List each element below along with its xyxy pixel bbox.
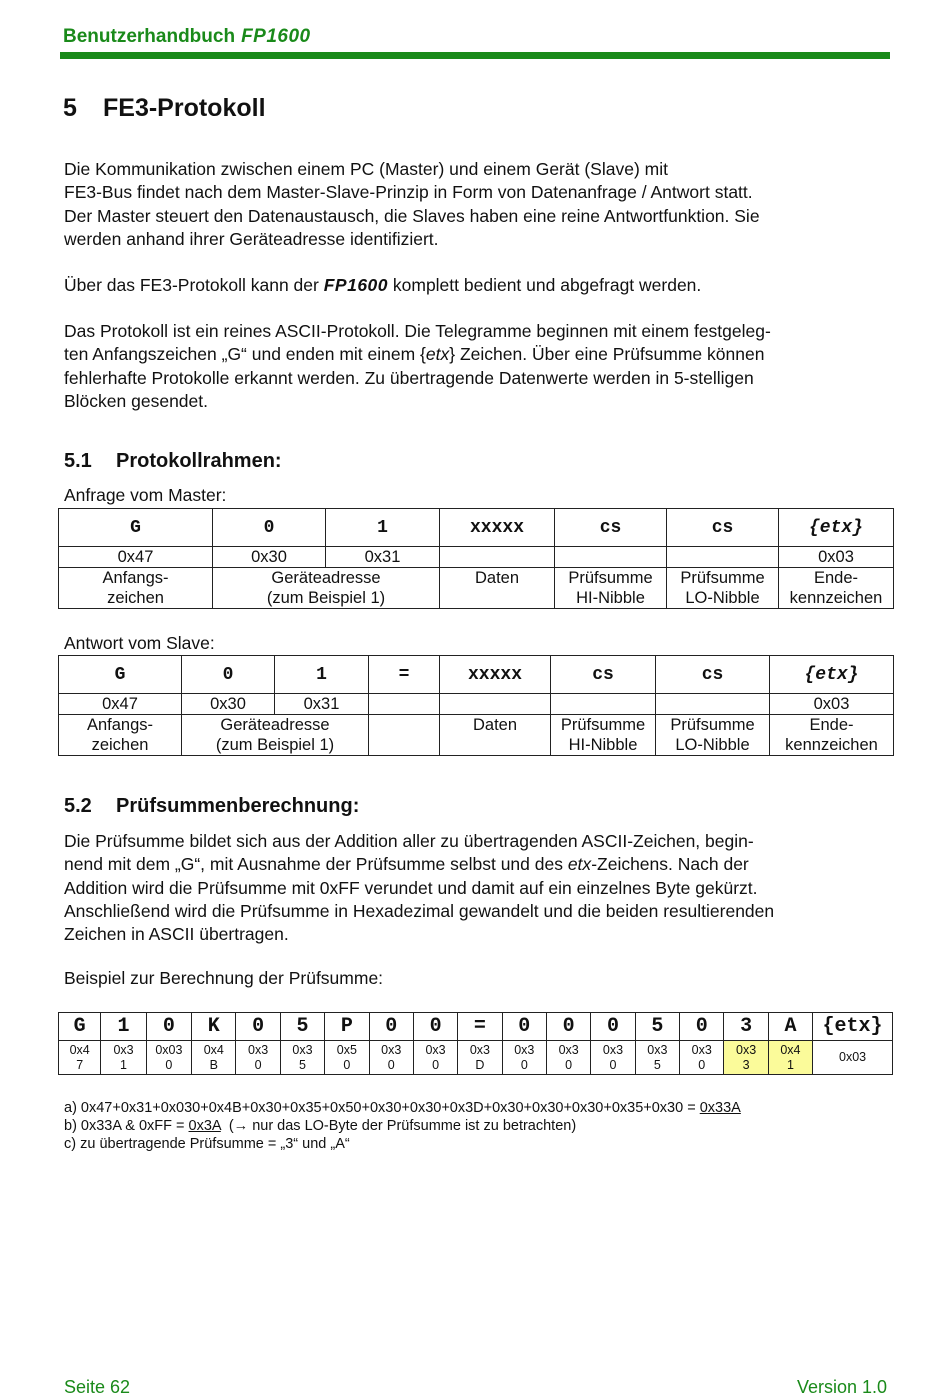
text-line: fehlerhafte Protokolle erkannt werden. Zu übertragende Datenwerte werden in 5-stelligen [64, 367, 754, 388]
checksum-example-table [58, 1012, 893, 1075]
example-symbol-cell: 1 [101, 1013, 146, 1041]
desc-cell: Ende- kennzeichen [770, 715, 894, 756]
hex-high: 0x4 [69, 1042, 90, 1057]
example-symbol-cell: 0 [413, 1013, 457, 1041]
text-span: Über das FE3-Protokoll kann der [64, 275, 324, 295]
text-line: Anschließend wird die Prüfsumme in Hexadezimal gewandelt und die beiden resultierenden [64, 900, 775, 921]
example-symbol-cell: 0 [546, 1013, 590, 1041]
header-title: Benutzerhandbuch [63, 26, 236, 47]
example-label: Beispiel zur Berechnung der Prüfsumme: [64, 968, 384, 988]
example-symbol-cell: P [325, 1013, 369, 1041]
example-hex-cell [236, 1041, 280, 1075]
hex-low: 0 [609, 1057, 617, 1072]
text-line: Addition wird die Prüfsumme mit 0xFF verundet und damit auf ein einzelnes Byte gekürzt. [64, 877, 758, 898]
desc-cell: Geräteadresse (zum Beispiel 1) [182, 715, 369, 756]
example-hex-cell [502, 1041, 546, 1075]
example-symbol-cell: 0 [146, 1013, 191, 1041]
checksum-paragraph [64, 830, 774, 946]
hex-low: 1 [786, 1057, 794, 1072]
hex-cell: 0x47 [59, 694, 182, 715]
text-line: Das Protokoll ist ein reines ASCII-Protokoll. Die Telegramme beginnen mit einem festgeleg- [64, 321, 771, 341]
example-hex-cell [635, 1041, 679, 1075]
hex-cell: 0x31 [275, 694, 369, 715]
header-brand: FP1600 [241, 26, 311, 47]
hex-low: 1 [120, 1057, 127, 1072]
response-label: Antwort vom Slave: [64, 633, 215, 653]
example-hex-cell [458, 1041, 502, 1075]
text-span: b) 0x33A & 0xFF = [64, 1118, 189, 1134]
example-symbol-cell: G [59, 1013, 101, 1041]
example-hex-cell [768, 1041, 812, 1075]
example-symbol-cell: 5 [635, 1013, 679, 1041]
subsection-number: 5.1 [64, 450, 92, 472]
example-symbol-cell: 5 [280, 1013, 324, 1041]
hex-low: 0 [165, 1057, 173, 1072]
desc-cell: Ende- kennzeichen [779, 568, 894, 609]
hex-high: 0x3 [514, 1042, 535, 1057]
text-line: Die Kommunikation zwischen einem PC (Master) und einem Gerät (Slave) mit [64, 159, 668, 179]
hex-cell [551, 694, 656, 715]
example-symbol-cell: 0 [591, 1013, 635, 1041]
symbol-row [59, 656, 894, 694]
hex-low: 0 [387, 1057, 395, 1072]
example-symbol-cell: 0 [369, 1013, 413, 1041]
example-hex-cell [59, 1041, 101, 1075]
hex-cell [440, 547, 555, 568]
example-hex-cell [101, 1041, 146, 1075]
hex-cell [555, 547, 667, 568]
section-heading [63, 94, 266, 123]
desc-cell: Daten [440, 715, 551, 756]
hex-high: 0x4 [203, 1042, 224, 1057]
text-line [64, 853, 774, 876]
text-line: Die Prüfsumme bildet sich aus der Addition aller zu übertragenden ASCII-Zeichen, begin- [64, 831, 754, 851]
text-span: ten Anfangszeichen „G“ und enden mit einem { [64, 344, 426, 365]
hex-low: 0 [565, 1057, 573, 1072]
text-line [64, 343, 771, 366]
example-hex-cell [591, 1041, 635, 1075]
hex-high: 0x5 [336, 1042, 357, 1057]
desc-cell: Anfangs- zeichen [59, 568, 213, 609]
brand-name: FP1600 [323, 275, 389, 295]
example-hex-cell [146, 1041, 191, 1075]
subsection-title: Protokollrahmen: [116, 450, 282, 472]
hex-cell: 0x30 [182, 694, 275, 715]
example-symbol-cell: 0 [502, 1013, 546, 1041]
hex-low: 5 [653, 1057, 661, 1072]
example-symbol-cell: K [192, 1013, 236, 1041]
description-row [59, 568, 894, 609]
hex-cell: 0x30 [213, 547, 326, 568]
text-span: nend mit dem „G“, mit Ausnahme der Prüfsumme selbst und des [64, 854, 568, 875]
text-span: } Zeichen. Über eine Prüfsumme können [449, 344, 765, 365]
hex-cell: 0x03 [770, 694, 894, 715]
text-span: a) 0x47+0x31+0x030+0x4B+0x30+0x35+0x50+0x30+0x30+0x3D+0x30+0x30+0x30+0x35+0x30 = [64, 1100, 700, 1116]
example-symbol-cell: 0 [236, 1013, 280, 1041]
symbol-cell: {etx} [770, 656, 894, 694]
hex-low: 0 [254, 1057, 262, 1072]
intro-paragraph-1 [64, 158, 760, 251]
calc-line-a [64, 1099, 741, 1118]
subsection-title: Prüfsummenberechnung: [116, 795, 360, 817]
hex-low: 0 [520, 1057, 528, 1072]
hex-row [59, 547, 894, 568]
response-frame-table [58, 655, 894, 756]
text-line: Zeichen in ASCII übertragen. [64, 924, 289, 945]
hex-low: B [209, 1057, 218, 1072]
text-line: werden anhand ihrer Geräteadresse identifiziert. [64, 228, 439, 249]
hex-high: 0x3 [691, 1042, 712, 1057]
text-span: -Zeichens. Nach der [591, 854, 749, 875]
hex-low: 0 [343, 1057, 351, 1072]
symbol-cell: G [59, 656, 182, 694]
hex-low: 7 [76, 1057, 84, 1072]
desc-cell: Prüfsumme HI-Nibble [551, 715, 656, 756]
symbol-cell: = [369, 656, 440, 694]
hex-low: 3 [742, 1057, 750, 1072]
calc-line-c: c) zu übertragende Prüfsumme = „3“ und „A“ [64, 1136, 350, 1152]
hex-low: 5 [299, 1057, 306, 1072]
hex-cell [667, 547, 779, 568]
symbol-cell: 0 [182, 656, 275, 694]
example-hex-cell [192, 1041, 236, 1075]
request-frame-table [58, 508, 894, 609]
desc-cell [369, 715, 440, 756]
symbol-cell: xxxxx [440, 509, 555, 547]
symbol-cell: xxxxx [440, 656, 551, 694]
example-hex-cell [280, 1041, 324, 1075]
calc-result: 0x33A [699, 1100, 741, 1116]
hex-high: 0x3 [381, 1042, 402, 1057]
example-hex-cell [724, 1041, 768, 1075]
symbol-cell: cs [551, 656, 656, 694]
hex-cell: 0x03 [779, 547, 894, 568]
hex-high: 0x3 [113, 1042, 134, 1057]
section-title: FE3-Protokoll [103, 94, 266, 122]
symbol-cell: cs [555, 509, 667, 547]
hex-cell [656, 694, 770, 715]
hex-row [59, 694, 894, 715]
hex-low: D [475, 1057, 485, 1072]
symbol-cell: G [59, 509, 213, 547]
intro-paragraph-3 [64, 320, 771, 413]
subsection-number: 5.2 [64, 795, 92, 817]
desc-cell: Daten [440, 568, 555, 609]
hex-high: 0x3 [647, 1042, 668, 1057]
example-symbol-cell: A [768, 1013, 812, 1041]
hex-cell [369, 694, 440, 715]
symbol-cell: 1 [275, 656, 369, 694]
text-span: komplett bedient und abgefragt werden. [388, 275, 702, 295]
hex-high: 0x3 [248, 1042, 269, 1057]
subsection-heading-5-1 [64, 450, 282, 473]
intro-paragraph-2 [64, 274, 701, 297]
hex-low: 0 [432, 1057, 440, 1072]
text-line: Der Master steuert den Datenaustausch, die Slaves haben eine reine Antwortfunktion. Sie [64, 205, 760, 226]
hex-cell: 0x47 [59, 547, 213, 568]
hex-high: 0x3 [469, 1042, 490, 1057]
symbol-cell: cs [656, 656, 770, 694]
hex-high: 0x4 [780, 1042, 801, 1057]
example-hex-cell [680, 1041, 724, 1075]
document-header [63, 26, 311, 48]
example-symbol-cell: = [458, 1013, 502, 1041]
hex-high: 0x3 [292, 1042, 313, 1057]
desc-cell: Prüfsumme LO-Nibble [656, 715, 770, 756]
text-span: (→ nur das LO-Byte der Prüfsumme ist zu betrachten) [220, 1118, 577, 1134]
footer-page: Seite 62 [64, 1377, 131, 1397]
symbol-cell: 1 [326, 509, 440, 547]
hex-high: 0x3 [425, 1042, 446, 1057]
footer-version: Version 1.0 [796, 1377, 887, 1397]
desc-cell: Prüfsumme LO-Nibble [667, 568, 779, 609]
hex-high: 0x03 [155, 1042, 183, 1057]
description-row [59, 715, 894, 756]
example-hex-cell [413, 1041, 457, 1075]
subsection-heading-5-2 [64, 795, 359, 818]
example-hex-row [59, 1041, 893, 1075]
example-symbol-cell: 0 [680, 1013, 724, 1041]
symbol-cell: 0 [213, 509, 326, 547]
example-symbol-cell: 3 [724, 1013, 768, 1041]
calc-line-b [64, 1117, 576, 1136]
desc-cell: Prüfsumme HI-Nibble [555, 568, 667, 609]
etx-term: etx [567, 854, 592, 875]
example-hex-cell [369, 1041, 413, 1075]
calc-result: 0x3A [188, 1118, 221, 1134]
hex-high: 0x3 [558, 1042, 579, 1057]
text-line: FE3-Bus findet nach dem Master-Slave-Prinzip in Form von Datenanfrage / Antwort statt. [64, 182, 753, 203]
example-etx-hex-cell: 0x03 [813, 1041, 893, 1075]
etx-term: etx [425, 344, 450, 365]
example-hex-cell [546, 1041, 590, 1075]
hex-low: 0 [698, 1057, 706, 1072]
hex-high: 0x3 [602, 1042, 624, 1057]
desc-cell: Geräteadresse (zum Beispiel 1) [213, 568, 440, 609]
text-line: Blöcken gesendet. [64, 390, 208, 411]
example-hex-cell [325, 1041, 369, 1075]
symbol-cell: cs [667, 509, 779, 547]
example-symbol-row [59, 1013, 893, 1041]
request-label: Anfrage vom Master: [64, 485, 227, 505]
desc-cell: Anfangs- zeichen [59, 715, 182, 756]
symbol-cell: {etx} [779, 509, 894, 547]
example-symbol-cell: {etx} [813, 1013, 893, 1041]
hex-cell: 0x31 [326, 547, 440, 568]
symbol-row [59, 509, 894, 547]
header-rule [60, 52, 890, 59]
hex-high: 0x3 [736, 1042, 757, 1057]
section-number: 5 [63, 94, 77, 122]
hex-cell [440, 694, 551, 715]
